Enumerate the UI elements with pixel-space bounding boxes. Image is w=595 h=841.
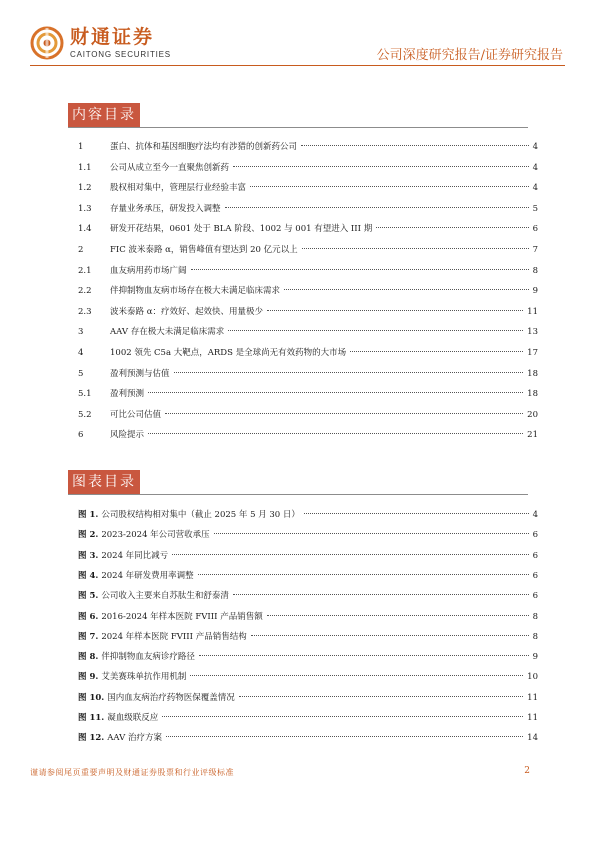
figure-entry-number: 图 3.	[78, 550, 99, 561]
toc-entry-page: 4	[532, 183, 538, 194]
caitong-logo-icon	[30, 26, 64, 60]
dot-leader	[162, 716, 523, 717]
dot-leader	[301, 145, 529, 146]
figure-entry[interactable]	[78, 650, 538, 664]
figure-entry-number: 图 4.	[78, 570, 99, 581]
toc-entry[interactable]	[78, 367, 538, 381]
figure-entry-number: 图 7.	[78, 631, 99, 642]
figure-entry-page: 8	[532, 631, 538, 642]
figure-entry-number: 图 12.	[78, 733, 105, 744]
toc-entry-number: 1	[78, 142, 84, 152]
toc-entry-number: 1.2	[78, 183, 92, 194]
figure-entry[interactable]	[78, 508, 538, 522]
dot-leader	[214, 533, 529, 534]
toc-entry-page: 7	[532, 245, 538, 255]
toc-entry-number: 2	[78, 245, 84, 255]
dot-leader	[251, 635, 529, 636]
toc-entry-title: 盈利预测	[110, 389, 145, 400]
toc-entry-number: 2.3	[78, 306, 92, 317]
figure-entry-title: 公司收入主要来自苏肽生和舒泰清	[101, 591, 229, 602]
figure-entry-page: 6	[532, 530, 538, 541]
logo-english-name: CAITONG SECURITIES	[70, 50, 171, 59]
figure-entry[interactable]	[78, 630, 538, 644]
toc-entry[interactable]	[78, 325, 538, 339]
dot-leader	[165, 413, 523, 414]
toc-entry-page: 21	[527, 430, 538, 441]
toc-entry[interactable]	[78, 387, 538, 401]
dot-leader	[228, 330, 523, 331]
toc-entry-number: 1.3	[78, 203, 92, 214]
logo-chinese-name: 财通证券	[70, 26, 155, 48]
dot-leader	[250, 186, 529, 187]
figure-entry-page: 10	[527, 672, 538, 683]
figure-entry[interactable]	[78, 549, 538, 563]
dot-leader	[225, 207, 529, 208]
figure-entry-title: 2023-2024 年公司营收承压	[101, 530, 210, 541]
toc-entry-title: 股权相对集中，管理层行业经验丰富	[110, 183, 247, 194]
toc-entry[interactable]	[78, 428, 538, 442]
figure-entry-number: 图 9.	[78, 672, 99, 683]
figure-entry[interactable]	[78, 731, 538, 745]
toc-entry-number: 1.4	[78, 224, 92, 235]
dot-leader	[148, 392, 523, 393]
toc-entry[interactable]	[78, 284, 538, 298]
figure-entry[interactable]	[78, 670, 538, 684]
toc-entry-number: 5.1	[78, 389, 92, 400]
dot-leader	[198, 574, 529, 575]
toc-entry[interactable]	[78, 264, 538, 278]
dot-leader	[191, 269, 529, 270]
figure-entry[interactable]	[78, 589, 538, 603]
figure-entry-title: 艾美赛珠单抗作用机制	[101, 672, 187, 683]
figure-entry-number: 图 1.	[78, 510, 99, 520]
figure-entry[interactable]	[78, 528, 538, 542]
dot-leader	[233, 594, 529, 595]
figure-entry-title: 2016-2024 年样本医院 FVIII 产品销售额	[101, 611, 263, 622]
toc-entry-title: 盈利预测与估值	[110, 368, 170, 379]
figure-entry-number: 图 6.	[78, 611, 99, 622]
figures-heading: 图表目录	[68, 470, 140, 494]
dot-leader	[190, 675, 523, 676]
toc-entry[interactable]	[78, 161, 538, 175]
toc-entry-number: 3	[78, 327, 84, 338]
figure-entry-title: 凝血级联反应	[107, 713, 159, 723]
figure-entry-title: 公司股权结构相对集中（截止 2025 年 5 月 30 日）	[101, 510, 300, 520]
dot-leader	[267, 310, 523, 311]
header-divider	[30, 65, 565, 66]
toc-entry[interactable]	[78, 140, 538, 154]
dot-leader	[350, 351, 523, 352]
dot-leader	[376, 227, 528, 228]
figure-entry-page: 6	[532, 591, 538, 602]
dot-leader	[166, 736, 523, 737]
toc-entry-page: 11	[527, 306, 538, 317]
page-header	[0, 0, 595, 70]
toc-entry-title: 研发开花结果，0601 处于 BLA 阶段、1002 与 001 有望进入 III 期	[110, 224, 373, 235]
toc-entry-number: 5.2	[78, 409, 92, 420]
dot-leader	[199, 655, 529, 656]
toc-entry-title: 血友病用药市场广阔	[110, 265, 187, 276]
toc-entry-title: 波米泰路 α：疗效好、起效快、用量极少	[110, 306, 263, 317]
toc-entry[interactable]	[78, 222, 538, 236]
toc-entry-title: 蛋白、抗体和基因细胞疗法均有涉猎的创新药公司	[110, 142, 298, 152]
toc-entry-page: 18	[527, 368, 538, 379]
figure-entry-number: 图 10.	[78, 692, 105, 703]
toc-entry-page: 8	[532, 265, 538, 276]
dot-leader	[284, 289, 529, 290]
dot-leader	[239, 696, 523, 697]
dot-leader	[304, 513, 529, 514]
figure-entry-title: 2024 年同比减亏	[101, 550, 169, 561]
toc-entry-page: 17	[527, 348, 538, 358]
figures-heading-bar	[68, 470, 528, 495]
toc-entry-title: 伴抑制物血友病市场存在极大未满足临床需求	[110, 286, 281, 297]
toc-entry-title: 1002 领先 C5a 大靶点，ARDS 是全球尚无有效药物的大市场	[110, 348, 347, 358]
toc-entry[interactable]	[78, 408, 538, 422]
dot-leader	[302, 248, 529, 249]
toc-entry-title: 可比公司估值	[110, 409, 162, 420]
toc-entry-number: 5	[78, 368, 84, 379]
figure-entry-page: 4	[532, 510, 538, 520]
toc-entry-title: FIC 波米泰路 α，销售峰值有望达到 20 亿元以上	[110, 245, 298, 255]
toc-entry-page: 20	[527, 409, 538, 420]
toc-entry-title: 风险提示	[110, 430, 145, 441]
toc-entry[interactable]	[78, 346, 538, 360]
footer-disclaimer: 谨请参阅尾页重要声明及财通证券股票和行业评级标准	[30, 768, 234, 777]
dot-leader	[174, 372, 524, 373]
figure-entry[interactable]	[78, 610, 538, 624]
toc-entry[interactable]	[78, 181, 538, 195]
figure-entry-page: 11	[527, 713, 538, 723]
figure-entry-title: 伴抑制物血友病诊疗路径	[101, 652, 195, 663]
contents-heading: 内容目录	[68, 103, 140, 127]
figure-entry-number: 图 8.	[78, 652, 99, 663]
company-logo	[30, 26, 171, 60]
toc-entry-title: 公司从成立至今一直聚焦创新药	[110, 162, 230, 173]
figure-entry-page: 11	[527, 692, 538, 703]
toc-entry-number: 4	[78, 348, 84, 358]
report-type-label: 公司深度研究报告/证券研究报告	[376, 48, 563, 63]
figure-entry-page: 6	[532, 550, 538, 561]
toc-entry-page: 4	[532, 162, 538, 173]
figure-entry-title: 国内血友病治疗药物医保覆盖情况	[107, 692, 235, 703]
toc-entry-page: 13	[527, 327, 538, 338]
figure-entry-title: 2024 年研发费用率调整	[101, 570, 194, 581]
toc-entry-page: 6	[532, 224, 538, 235]
dot-leader	[148, 433, 523, 434]
figure-entry[interactable]	[78, 569, 538, 583]
figure-entry[interactable]	[78, 691, 538, 705]
toc-entry-number: 6	[78, 430, 84, 441]
figure-entry[interactable]	[78, 711, 538, 725]
figure-entry-title: 2024 年样本医院 FVIII 产品销售结构	[101, 631, 247, 642]
toc-entry[interactable]	[78, 202, 538, 216]
figure-entry-number: 图 2.	[78, 530, 99, 541]
contents-heading-bar	[68, 103, 528, 128]
figure-entry-title: AAV 治疗方案	[107, 733, 162, 744]
figure-entry-number: 图 5.	[78, 591, 99, 602]
figure-entry-page: 6	[532, 570, 538, 581]
page-number: 2	[524, 766, 530, 776]
toc-entry-page: 9	[532, 286, 538, 297]
toc-entry-number: 2.2	[78, 286, 92, 297]
figure-entry-number: 图 11.	[78, 713, 105, 723]
dot-leader	[172, 554, 528, 555]
figure-entry-page: 8	[532, 611, 538, 622]
toc-entry-title: 存量业务承压，研发投入调整	[110, 203, 221, 214]
toc-entry-page: 4	[532, 142, 538, 152]
toc-entry-page: 18	[527, 389, 538, 400]
toc-entry-page: 5	[532, 203, 538, 214]
toc-entry-title: AAV 存在极大未满足临床需求	[110, 327, 225, 338]
dot-leader	[233, 166, 529, 167]
toc-entry-number: 2.1	[78, 265, 92, 276]
figure-entry-page: 14	[527, 733, 538, 744]
dot-leader	[267, 615, 529, 616]
toc-entry[interactable]	[78, 243, 538, 257]
toc-entry[interactable]	[78, 305, 538, 319]
toc-entry-number: 1.1	[78, 162, 92, 173]
figure-entry-page: 9	[532, 652, 538, 663]
